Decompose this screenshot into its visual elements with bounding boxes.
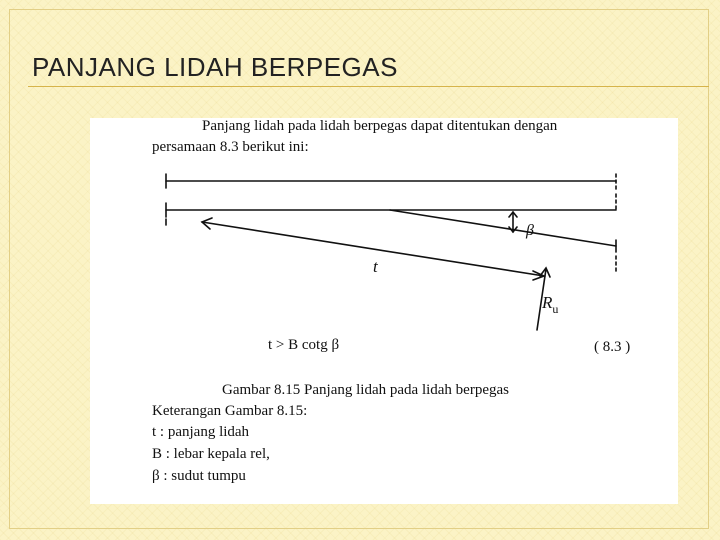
- tongue-length-diagram: [90, 118, 678, 348]
- intro-line-2: persamaan 8.3 berikut ini:: [152, 139, 309, 155]
- equation-number: ( 8.3 ): [594, 339, 631, 355]
- formula: t > B cotg β: [268, 337, 340, 353]
- intro-line-1: Panjang lidah pada lidah berpegas dapat ditentukan dengan: [202, 118, 558, 134]
- title-underline: [28, 86, 709, 87]
- legend-item: B : lebar kepala rel,: [152, 446, 270, 462]
- legend-heading: Keterangan Gambar 8.15:: [152, 403, 308, 419]
- tongue-slanted-line: [390, 210, 616, 246]
- ru-label: $R_u$: [542, 293, 559, 316]
- figure-caption: Gambar 8.15 Panjang lidah pada lidah berpegas: [222, 382, 509, 398]
- t-label: t: [373, 257, 378, 276]
- legend-item: β : sudut tumpu: [152, 468, 246, 484]
- scanned-document: [90, 118, 678, 504]
- legend-item: t : panjang lidah: [152, 424, 250, 440]
- beta-label: β: [526, 222, 534, 239]
- slide-title: PANJANG LIDAH BERPEGAS: [32, 52, 398, 82]
